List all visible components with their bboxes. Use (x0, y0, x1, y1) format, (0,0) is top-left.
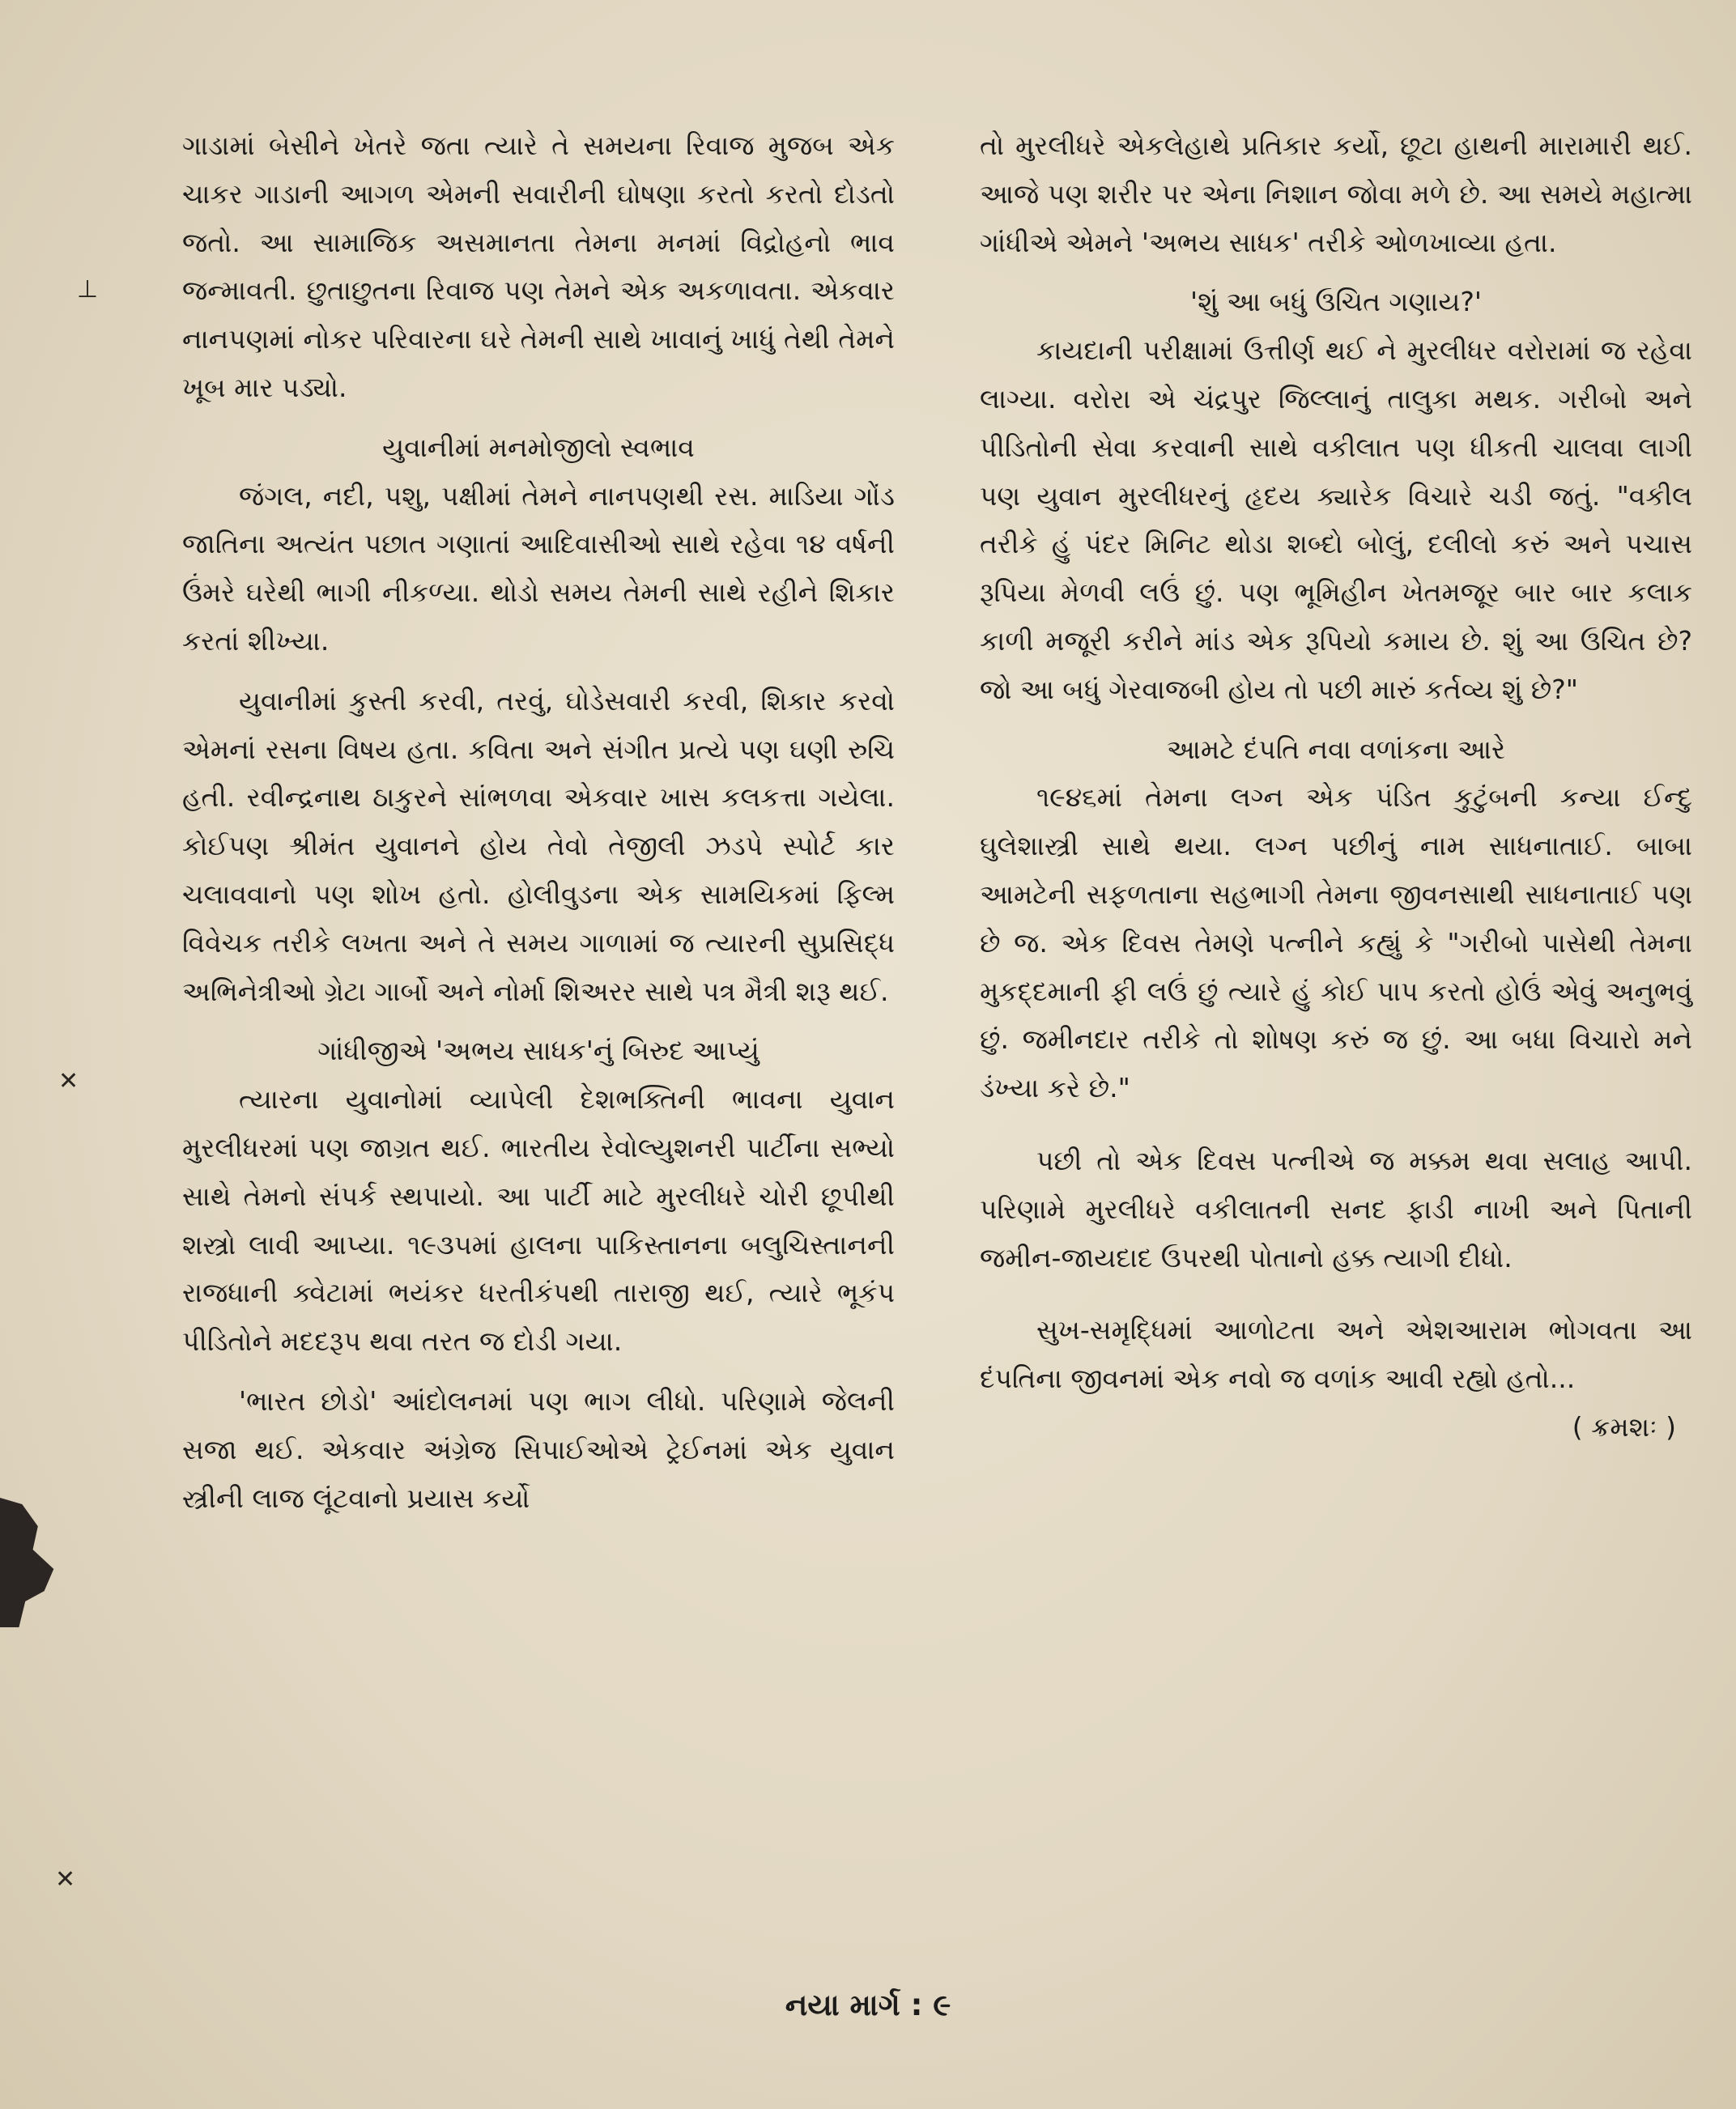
section-heading: આમટે દંપતિ નવા વળાંકના આરે (1166, 733, 1506, 765)
torn-edge (0, 1498, 63, 1627)
paragraph: કાયદાની પરીક્ષામાં ઉત્તીર્ણ થઈ ને મુરલીધર વરોરામાં જ રહેવા લાગ્યા. વરોરા એ ચંદ્રપુર જિલ્લાનું તાલુકા મથક. ગરીબો અને પીડિતોની સેવા કરવાની સાથે વકીલાત પણ ધીકતી ચાલવા લાગી પણ યુવાન મુરલીધરનું હૃદય ક્યારેક વિચારે ચડી જતું. "વકીલ તરીકે હું પંદર મિનિટ થોડા શબ્દો બોલું, દલીલો કરું અને પચાસ રૂપિયા મેળવી લઉં છું. પણ ભૂમિહીન ખેતમજૂર બાર બાર કલાક કાળી મજૂરી કરીને માંડ એક રૂપિયો કમાય છે. શું આ ઉચિત છે? જો આ બધું ગેરવાજબી હોય તો પછી મારું કર્તવ્ય શું છે?" (980, 334, 1692, 705)
punch-mark-icon: ✕ (58, 1067, 79, 1095)
paragraph: તો મુરલીધરે એકલેહાથે પ્રતિકાર કર્યો, છૂટા હાથની મારામારી થઈ. આજે પણ શરીર પર એના નિશાન જોવા મળે છે. આ સમયે મહાત્મા ગાંધીએ એમને 'અભય સાધક' તરીકે ઓળખાવ્યા હતા. (980, 130, 1692, 258)
punch-mark-icon: ⊥ (77, 275, 99, 304)
section-heading: યુવાનીમાં મનમોજીલો સ્વભાવ (382, 431, 695, 463)
paragraph: જંગલ, નદી, પશુ, પક્ષીમાં તેમને નાનપણથી રસ. માડિયા ગોંડ જાતિના અત્યંત પછાત ગણાતાં આદિવાસીઓ સાથે રહેવા ૧૪ વર્ષની ઉંમરે ઘરેથી ભાગી નીકળ્યા. થોડો સમય તેમની સાથે રહીને શિકાર કરતાં શીખ્યા. (182, 479, 895, 657)
right-column (980, 121, 1692, 1452)
paragraph: 'ભારત છોડો' આંદોલનમાં પણ ભાગ લીધો. પરિણામે જેલની સજા થઈ. એકવાર અંગ્રેજ સિપાઈઓએ ટ્રેઈનમાં એક યુવાન સ્ત્રીની લાજ લૂંટવાનો પ્રયાસ કર્યો (182, 1384, 895, 1514)
section-heading: 'શું આ બધું ઉચિત ગણાય?' (1190, 286, 1482, 318)
paragraph: ૧૯૪૬માં તેમના લગ્ન એક પંડિત કુટુંબની કન્યા ઈન્દુ ઘુલેશાસ્ત્રી સાથે થયા. લગ્ન પછીનું નામ સાધનાતાઈ. બાબા આમટેની સફળતાના સહભાગી તેમના જીવનસાથી સાધનાતાઈ પણ છે જ. એક દિવસ તેમણે પત્નીને કહ્યું કે "ગરીબો પાસેથી તેમના મુકદ્દમાની ફી લઉં છું ત્યારે હું કોઈ પાપ કરતો હોઉં એવું અનુભવું છું. જમીનદાર તરીકે તો શોષણ કરું જ છું. આ બધા વિચારો મને ડંખ્યા કરે છે." (980, 781, 1692, 1104)
paragraph (980, 1306, 1693, 1443)
paragraph: યુવાનીમાં કુસ્તી કરવી, તરવું, ઘોડેસવારી કરવી, શિકાર કરવો એમનાં રસના વિષય હતા. કવિતા અને સંગીત પ્રત્યે પણ ઘણી રુચિ હતી. રવીન્દ્રનાથ ઠાકુરને સાંભળવા એકવાર ખાસ કલકત્તા ગયેલા. કોઈપણ શ્રીમંત યુવાનને હોય તેવો તેજીલી ઝડપે સ્પોર્ટ કાર ચલાવવાનો પણ શોખ હતો. હોલીવુડના એક સામયિકમાં ફિલ્મ વિવેચક તરીકે લખતા અને તે સમય ગાળામાં જ ત્યારની સુપ્રસિદ્ધ અભિનેત્રીઓ ગ્રેટા ગાર્બો અને નોર્મા શિઅરર સાથે પત્ર મૈત્રી શરૂ થઈ. (182, 684, 895, 1007)
paragraph: ગાડામાં બેસીને ખેતરે જતા ત્યારે તે સમયના રિવાજ મુજબ એક ચાકર ગાડાની આગળ એમની સવારીની ઘોષણા કરતો કરતો દોડતો જતો. આ સામાજિક અસમાનતા તેમના મનમાં વિદ્રોહનો ભાવ જન્માવતી. છુતાછુતના રિવાજ પણ તેમને એક અકળાવતા. એકવાર નાનપણમાં નોકર પરિવારના ઘરે તેમની સાથે ખાવાનું ખાધું તેથી તેમને ખૂબ માર પડ્યો. (182, 130, 895, 403)
paragraph: પછી તો એક દિવસ પત્નીએ જ મક્કમ થવા સલાહ આપી. પરિણામે મુરલીધરે વકીલાતની સનદ ફાડી નાખી અને પિતાની જમીન-જાયદાદ ઉપરથી પોતાનો હક્ક ત્યાગી દીધો. (980, 1144, 1692, 1273)
left-column (182, 121, 895, 1522)
page-footer: નયા માર્ગ : ૯ (785, 1988, 951, 2022)
closing-text: સુખ-સમૃદ્ધિમાં આળોટતા અને એશઆરામ ભોગવતા આ દંપતિના જીવનમાં એક નવો જ વળાંક આવી રહ્યો હતો... (980, 1314, 1693, 1395)
punch-mark-icon: ✕ (55, 1865, 76, 1894)
paragraph: ત્યારના યુવાનોમાં વ્યાપેલી દેશભક્તિની ભાવના યુવાન મુરલીધરમાં પણ જાગ્રત થઈ. ભારતીય રેવોલ્યુશનરી પાર્ટીના સભ્યો સાથે તેમનો સંપર્ક સ્થપાયો. આ પાર્ટી માટે મુરલીધરે ચોરી છૂપીથી શસ્ત્રો લાવી આપ્યા. ૧૯૩૫માં હાલના પાકિસ્તાનના બલુચિસ્તાનની રાજધાની ક્વેટામાં ભયંકર ધરતીકંપથી તારાજી થઈ, ત્યારે ભૂકંપ પીડિતોને મદદરૂપ થવા તરત જ દોડી ગયા. (182, 1083, 895, 1358)
section-heading: ગાંધીજીએ 'અભય સાધક'નું બિરુદ આપ્યું (317, 1035, 760, 1067)
continued-label: ( ક્રમશઃ ) (1572, 1410, 1676, 1443)
